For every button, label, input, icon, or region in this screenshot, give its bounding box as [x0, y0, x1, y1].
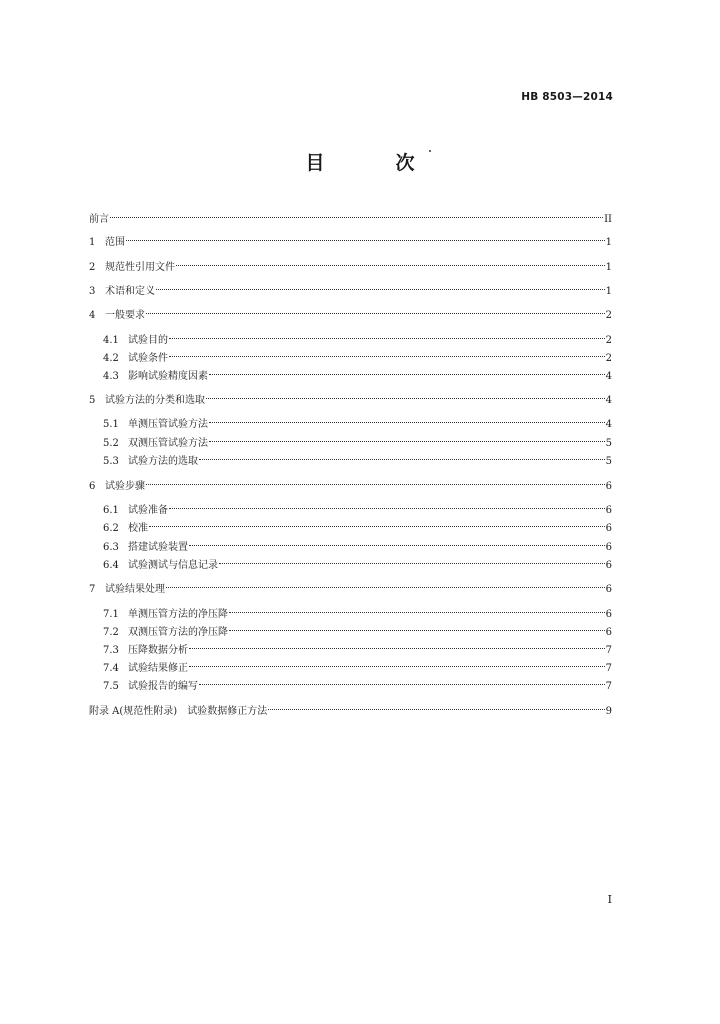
dot-leader	[189, 655, 605, 671]
toc-entry	[103, 515, 612, 534]
toc-entry-number: 7.5	[103, 681, 119, 692]
page-title: 目 次	[305, 152, 441, 174]
toc-entry-page: 5	[605, 456, 612, 467]
toc-entry	[89, 278, 612, 297]
dot-leader	[189, 637, 605, 653]
toc-entry-number: 5.2	[103, 438, 119, 449]
toc-entry-label: 校准	[128, 523, 148, 534]
toc-entry-label: 试验报告的编写	[128, 681, 198, 692]
toc-entry-number: 5.3	[103, 456, 119, 467]
dot-leader	[149, 515, 605, 531]
toc-entry	[89, 576, 612, 595]
toc-entry-page: 9	[605, 706, 612, 717]
toc-entry-number: 7.3	[103, 645, 119, 656]
toc-entry-number: 7.2	[103, 627, 119, 638]
toc-entry-label: 一般要求	[105, 310, 145, 321]
dot-leader	[206, 387, 605, 403]
dot-leader	[169, 497, 605, 513]
dot-leader	[209, 411, 605, 427]
toc-entry-page: 1	[605, 237, 612, 248]
dot-leader	[166, 576, 605, 592]
toc-entry	[89, 206, 612, 225]
toc-entry	[89, 698, 612, 717]
toc-entry-page: 6	[605, 481, 612, 492]
dot-leader	[126, 229, 605, 245]
toc-entry-page: 5	[605, 438, 612, 449]
standard-code: HB 8503—2014	[521, 91, 613, 103]
toc-entry-page: 2	[605, 310, 612, 321]
toc-entry-page: 2	[605, 335, 612, 346]
toc-entry-page: 4	[605, 371, 612, 382]
dot-leader	[110, 206, 603, 222]
toc-entry-page: 6	[605, 627, 612, 638]
toc-entry-label: 规范性引用文件	[105, 262, 175, 273]
toc-entry-label: 单测压管试验方法	[128, 419, 208, 430]
toc-entry	[89, 387, 612, 406]
dot-leader	[209, 363, 605, 379]
toc-entry-number: 4.3	[103, 371, 119, 382]
toc-entry-number: 7	[89, 584, 96, 595]
dot-leader	[176, 254, 605, 270]
toc-entry	[103, 327, 612, 346]
toc-entry	[89, 302, 612, 321]
toc-entry-label: 搭建试验装置	[128, 542, 188, 553]
dot-leader	[209, 430, 605, 446]
toc-entry-page: 6	[605, 584, 612, 595]
toc-entry-number: 5	[89, 395, 96, 406]
toc-entry-number: 6.4	[103, 560, 119, 571]
toc-entry	[103, 497, 612, 516]
toc-entry-label: 影响试验精度因素	[128, 371, 208, 382]
toc-entry-label: 试验准备	[128, 505, 168, 516]
toc-entry-number: 7.4	[103, 663, 119, 674]
toc-entry	[103, 673, 612, 692]
toc-entry	[103, 655, 612, 674]
dot-leader	[199, 448, 605, 464]
toc-entry	[89, 473, 612, 492]
toc-entry-page: II	[604, 214, 612, 225]
toc-entry-page: 6	[605, 560, 612, 571]
toc-entry-page: 7	[605, 645, 612, 656]
toc-entry-page: 1	[605, 286, 612, 297]
toc-entry-label: 试验结果修正	[128, 663, 188, 674]
toc-entry-number: 3	[89, 286, 96, 297]
toc-entry-number: 2	[89, 262, 96, 273]
toc-entry-label: 附录 A(规范性附录) 试验数据修正方法	[89, 706, 268, 717]
toc-entry-number: 7.1	[103, 609, 119, 620]
toc-entry	[103, 345, 612, 364]
toc-entry-page: 6	[605, 505, 612, 516]
dot-leader	[156, 278, 605, 294]
toc-entry-label: 单测压管方法的净压降	[128, 609, 228, 620]
toc-entry-label: 试验步骤	[105, 481, 145, 492]
toc-entry-label: 试验方法的选取	[128, 456, 198, 467]
toc-entry-label: 试验目的	[128, 335, 168, 346]
toc-entry	[89, 254, 612, 273]
toc-entry-label: 双测压管试验方法	[128, 438, 208, 449]
toc-entry	[103, 411, 612, 430]
toc-entry-number: 4.1	[103, 335, 119, 346]
toc-entry-label: 双测压管方法的净压降	[128, 627, 228, 638]
toc-entry	[103, 619, 612, 638]
toc-entry-page: 6	[605, 609, 612, 620]
toc-entry	[103, 637, 612, 656]
dot-leader	[146, 473, 605, 489]
dot-leader	[219, 552, 605, 568]
toc-entry-number: 5.1	[103, 419, 119, 430]
dot-leader	[169, 345, 605, 361]
toc-entry	[103, 534, 612, 553]
toc-entry	[103, 430, 612, 449]
toc-entry-page: 7	[605, 681, 612, 692]
toc-entry	[103, 552, 612, 571]
toc-entry-number: 6.3	[103, 542, 119, 553]
toc-entry-label: 试验测试与信息记录	[128, 560, 218, 571]
toc-entry-page: 1	[605, 262, 612, 273]
toc-entry-page: 2	[605, 353, 612, 364]
toc-entry	[103, 601, 612, 620]
toc-entry-page: 7	[605, 663, 612, 674]
dot-leader	[199, 673, 605, 689]
toc-entry-page: 6	[605, 523, 612, 534]
page-number: I	[607, 893, 612, 906]
toc-entry-page: 4	[605, 395, 612, 406]
toc-entry	[103, 448, 612, 467]
toc-entry-number: 6.1	[103, 505, 119, 516]
toc-entry-page: 6	[605, 542, 612, 553]
toc-entry-label: 试验条件	[128, 353, 168, 364]
toc-entry-label: 试验结果处理	[105, 584, 165, 595]
toc-entry	[89, 229, 612, 248]
toc-entry-number: 4	[89, 310, 96, 321]
toc-entry	[103, 363, 612, 382]
toc-entry-page: 4	[605, 419, 612, 430]
dot-leader	[146, 302, 605, 318]
toc-entry-label: 术语和定义	[105, 286, 155, 297]
toc-entry-label: 前言	[89, 214, 109, 225]
toc-entry-number: 1	[89, 237, 96, 248]
dot-leader	[229, 601, 605, 617]
toc-entry-number: 4.2	[103, 353, 119, 364]
toc-entry-label: 范围	[105, 237, 125, 248]
dot-leader	[169, 327, 605, 343]
dot-leader	[229, 619, 605, 635]
toc-entry-label: 试验方法的分类和选取	[105, 395, 205, 406]
toc-entry-label: 压降数据分析	[128, 645, 188, 656]
toc-entry-number: 6.2	[103, 523, 119, 534]
dot-leader	[268, 698, 604, 714]
toc-entry-number: 6	[89, 481, 96, 492]
dot-leader	[189, 534, 605, 550]
